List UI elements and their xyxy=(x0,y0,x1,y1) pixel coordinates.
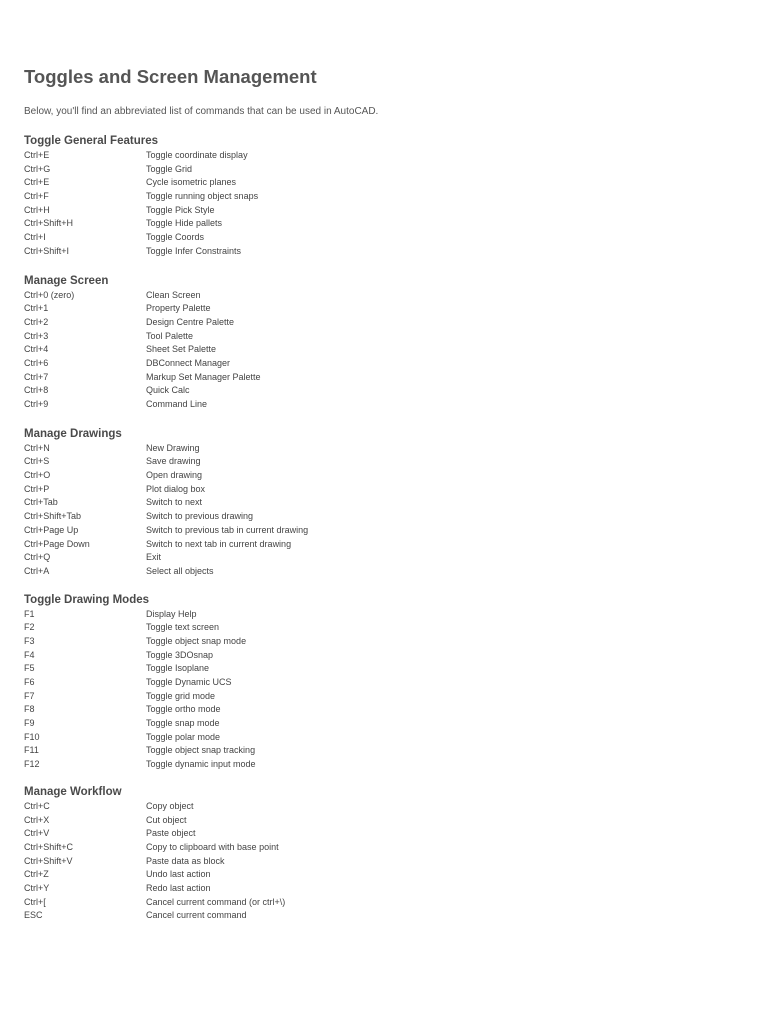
shortcut-row xyxy=(24,176,744,190)
shortcut-action: Toggle text screen xyxy=(146,622,220,633)
shortcut-row xyxy=(24,649,744,663)
shortcut-action: Toggle Coords xyxy=(146,232,205,243)
shortcut-action: New Drawing xyxy=(146,442,200,453)
shortcut-row xyxy=(24,204,744,218)
shortcut-key: Ctrl+N xyxy=(24,442,50,453)
shortcut-action: Display Help xyxy=(146,608,197,619)
shortcut-key: Ctrl+G xyxy=(24,163,51,174)
shortcut-row xyxy=(24,316,744,330)
section-heading: Manage Workflow xyxy=(24,785,122,798)
section-heading: Toggle Drawing Modes xyxy=(24,593,150,606)
shortcut-row xyxy=(24,149,744,163)
shortcut-action: Toggle Grid xyxy=(146,163,193,174)
shortcut-key: Ctrl+O xyxy=(24,470,51,481)
shortcut-row xyxy=(24,231,744,245)
shortcut-action: Toggle ortho mode xyxy=(146,704,221,715)
shortcut-key: Ctrl+Tab xyxy=(24,497,58,508)
shortcut-section xyxy=(24,426,744,579)
shortcut-row xyxy=(24,496,744,510)
shortcut-key: ESC xyxy=(24,910,43,921)
shortcut-list xyxy=(24,800,744,923)
shortcut-key: Ctrl+H xyxy=(24,204,50,215)
shortcut-row xyxy=(24,302,744,316)
shortcut-action: Switch to previous drawing xyxy=(146,511,254,522)
shortcut-row xyxy=(24,703,744,717)
shortcut-row xyxy=(24,758,744,772)
shortcut-key: Ctrl+Page Up xyxy=(24,524,79,535)
shortcut-row xyxy=(24,717,744,731)
shortcut-key: Ctrl+S xyxy=(24,456,50,467)
shortcut-action: Toggle 3DOsnap xyxy=(146,649,214,660)
shortcut-key: Ctrl+Y xyxy=(24,882,50,893)
shortcut-row xyxy=(24,190,744,204)
shortcut-key: Ctrl+9 xyxy=(24,399,49,409)
shortcut-action: Paste object xyxy=(146,828,196,839)
shortcut-list xyxy=(24,149,744,259)
shortcut-row xyxy=(24,384,744,398)
shortcut-key: Ctrl+E xyxy=(24,177,50,188)
shortcut-action: Save drawing xyxy=(146,456,201,467)
shortcut-action: Cancel current command xyxy=(146,910,247,921)
shortcut-action: Toggle polar mode xyxy=(146,731,221,742)
shortcut-key: F9 xyxy=(24,718,35,729)
shortcut-action: Markup Set Manager Palette xyxy=(146,371,261,382)
shortcut-section xyxy=(24,784,744,923)
shortcut-key: Ctrl+V xyxy=(24,828,50,839)
shortcut-key: Ctrl+Shift+C xyxy=(24,841,74,852)
shortcut-key: F4 xyxy=(24,649,35,660)
shortcut-section xyxy=(24,592,744,772)
shortcut-row xyxy=(24,163,744,177)
shortcut-key: Ctrl+1 xyxy=(24,303,49,314)
shortcut-action: Toggle coordinate display xyxy=(146,150,248,160)
shortcut-action: Plot dialog box xyxy=(146,483,206,494)
shortcut-sections xyxy=(24,133,744,923)
shortcut-row xyxy=(24,551,744,565)
shortcut-action: Toggle dynamic input mode xyxy=(146,759,256,770)
shortcut-row xyxy=(24,814,744,828)
shortcut-action: Exit xyxy=(146,552,162,563)
shortcut-row xyxy=(24,524,744,538)
shortcut-row xyxy=(24,868,744,882)
shortcut-key: F1 xyxy=(24,608,35,619)
shortcut-action: Switch to next tab in current drawing xyxy=(146,538,292,549)
shortcut-key: F10 xyxy=(24,731,40,742)
shortcut-key: Ctrl+C xyxy=(24,800,50,811)
shortcut-row xyxy=(24,371,744,385)
shortcut-row xyxy=(24,855,744,869)
shortcut-key: Ctrl+4 xyxy=(24,344,49,355)
shortcut-action: Quick Calc xyxy=(146,385,190,396)
shortcut-key: F8 xyxy=(24,704,35,715)
shortcut-action: Cut object xyxy=(146,814,187,825)
shortcut-action: Clean Screen xyxy=(146,289,201,300)
shortcut-key: F2 xyxy=(24,622,35,633)
shortcut-action: Toggle grid mode xyxy=(146,690,216,701)
shortcut-row xyxy=(24,896,744,910)
shortcut-row xyxy=(24,538,744,552)
shortcut-key: Ctrl+Q xyxy=(24,552,51,563)
document-page xyxy=(24,64,744,923)
shortcut-row xyxy=(24,731,744,745)
shortcut-row xyxy=(24,744,744,758)
shortcut-row xyxy=(24,510,744,524)
shortcut-action: Property Palette xyxy=(146,303,211,314)
shortcut-action: Redo last action xyxy=(146,882,211,893)
shortcut-action: Sheet Set Palette xyxy=(146,344,217,355)
shortcut-action: Cycle isometric planes xyxy=(146,177,237,188)
shortcut-action: Copy object xyxy=(146,800,194,811)
shortcut-action: Switch to next xyxy=(146,497,203,508)
shortcut-list xyxy=(24,442,744,579)
shortcut-action: Switch to previous tab in current drawing xyxy=(146,524,309,535)
shortcut-row xyxy=(24,343,744,357)
shortcut-action: Toggle object snap tracking xyxy=(146,745,256,756)
shortcut-row xyxy=(24,800,744,814)
shortcut-key: Ctrl+I xyxy=(24,232,46,243)
shortcut-key: F5 xyxy=(24,663,35,674)
shortcut-row xyxy=(24,608,744,622)
shortcut-row xyxy=(24,483,744,497)
shortcut-action: Select all objects xyxy=(146,565,214,576)
shortcut-row xyxy=(24,882,744,896)
shortcut-action: DBConnect Manager xyxy=(146,357,231,368)
shortcut-key: Ctrl+F xyxy=(24,191,49,202)
shortcut-row xyxy=(24,357,744,371)
shortcut-action: Cancel current command (or ctrl+\) xyxy=(146,896,286,907)
section-heading: Manage Screen xyxy=(24,274,109,287)
shortcut-action: Command Line xyxy=(146,399,208,409)
shortcut-key: Ctrl+7 xyxy=(24,371,49,382)
shortcut-action: Toggle Pick Style xyxy=(146,204,215,215)
shortcut-row xyxy=(24,841,744,855)
shortcut-row xyxy=(24,469,744,483)
section-heading: Manage Drawings xyxy=(24,427,122,440)
shortcut-key: Ctrl+E xyxy=(24,150,50,160)
shortcut-action: Toggle Hide pallets xyxy=(146,218,223,229)
shortcut-key: F7 xyxy=(24,690,35,701)
shortcut-row xyxy=(24,330,744,344)
shortcut-row xyxy=(24,442,744,456)
shortcut-section xyxy=(24,273,744,412)
shortcut-action: Toggle Infer Constraints xyxy=(146,245,242,256)
shortcut-list xyxy=(24,608,744,772)
shortcut-key: Ctrl+X xyxy=(24,814,50,825)
shortcut-row xyxy=(24,662,744,676)
shortcut-key: Ctrl+Shift+V xyxy=(24,855,73,866)
shortcut-key: Ctrl+A xyxy=(24,565,50,576)
shortcut-action: Paste data as block xyxy=(146,855,225,866)
shortcut-row xyxy=(24,289,744,303)
shortcut-key: Ctrl+8 xyxy=(24,385,49,396)
intro-paragraph: Below, you'll find an abbreviated list of commands that can be used in AutoCAD. xyxy=(24,106,379,117)
shortcut-action: Toggle Isoplane xyxy=(146,663,210,674)
shortcut-key: Ctrl+6 xyxy=(24,357,49,368)
shortcut-action: Open drawing xyxy=(146,470,203,481)
shortcut-key: Ctrl+[ xyxy=(24,896,46,907)
shortcut-key: Ctrl+2 xyxy=(24,316,49,327)
shortcut-row xyxy=(24,635,744,649)
shortcut-key: F6 xyxy=(24,677,35,687)
shortcut-key: Ctrl+P xyxy=(24,483,50,494)
shortcut-key: Ctrl+3 xyxy=(24,330,49,341)
shortcut-action: Copy to clipboard with base point xyxy=(146,841,279,852)
shortcut-row xyxy=(24,245,744,259)
shortcut-row xyxy=(24,455,744,469)
shortcut-row xyxy=(24,217,744,231)
shortcut-row xyxy=(24,909,744,923)
shortcut-row xyxy=(24,827,744,841)
shortcut-key: F3 xyxy=(24,635,35,646)
page-title: Toggles and Screen Management xyxy=(24,66,317,87)
shortcut-action: Toggle running object snaps xyxy=(146,191,259,202)
shortcut-key: F12 xyxy=(24,759,40,770)
shortcut-action: Undo last action xyxy=(146,869,211,880)
shortcut-row xyxy=(24,565,744,579)
shortcut-key: Ctrl+Z xyxy=(24,869,49,880)
shortcut-key: F11 xyxy=(24,745,39,756)
shortcut-row xyxy=(24,398,744,412)
shortcut-action: Design Centre Palette xyxy=(146,316,235,327)
shortcut-row xyxy=(24,676,744,690)
shortcut-row xyxy=(24,621,744,635)
shortcut-action: Toggle snap mode xyxy=(146,718,220,729)
shortcut-key: Ctrl+Shift+I xyxy=(24,245,70,256)
shortcut-action: Toggle object snap mode xyxy=(146,635,247,646)
shortcut-key: Ctrl+0 (zero) xyxy=(24,289,75,300)
shortcut-list xyxy=(24,289,744,412)
section-heading: Toggle General Features xyxy=(24,135,158,147)
shortcut-action: Tool Palette xyxy=(146,330,194,341)
shortcut-key: Ctrl+Shift+Tab xyxy=(24,511,82,522)
shortcut-key: Ctrl+Shift+H xyxy=(24,218,74,229)
shortcut-row xyxy=(24,690,744,704)
shortcut-key: Ctrl+Page Down xyxy=(24,538,90,549)
shortcut-section xyxy=(24,133,744,259)
shortcut-action: Toggle Dynamic UCS xyxy=(146,677,232,687)
